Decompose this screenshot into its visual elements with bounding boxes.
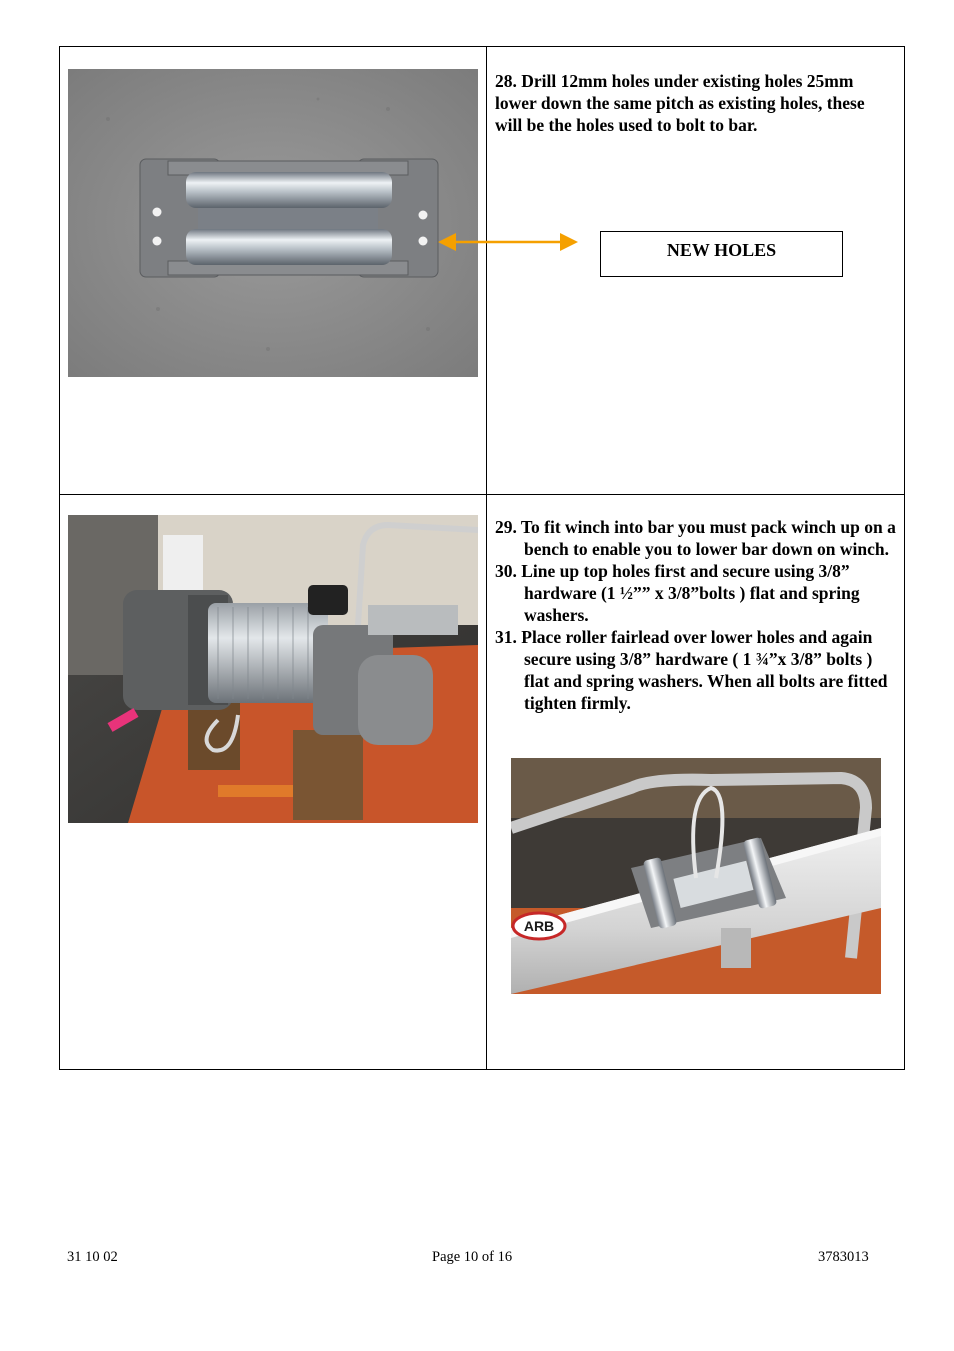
arb-logo: ARB — [523, 918, 555, 934]
footer-date: 31 10 02 — [67, 1249, 118, 1265]
step-28-text: 28. Drill 12mm holes under existing holes 25mm lower down the same pitch as existing holes, these will be the holes used to bolt to bar. — [495, 71, 865, 135]
arrow-icon — [436, 230, 580, 254]
fairlead-photo — [68, 69, 478, 377]
step-30: 30. Line up top holes first and secure using 3/8” hardware (1 ½”” x 3/8”bolts ) flat and spring washers. — [495, 561, 860, 625]
column-divider — [486, 47, 487, 1069]
step-31: 31. Place roller fairlead over lower holes and again secure using 3/8” hardware ( 1 ¾”x 3/8” bolts ) flat and spring washers. When all bolts are fitted tighten firmly. — [495, 627, 888, 713]
footer-page-number: Page 10 of 16 — [432, 1249, 513, 1265]
steps-29-31-text — [495, 516, 900, 714]
new-holes-label: NEW HOLES — [600, 231, 843, 277]
footer-doc-number: 3783013 — [818, 1249, 869, 1265]
row-divider — [60, 494, 904, 495]
step-29: 29. To fit winch into bar you must pack winch up on a bench to enable you to lower bar down on winch. — [495, 517, 896, 559]
winch-on-bench-photo — [68, 515, 478, 823]
fitted-bar-photo — [511, 758, 881, 994]
